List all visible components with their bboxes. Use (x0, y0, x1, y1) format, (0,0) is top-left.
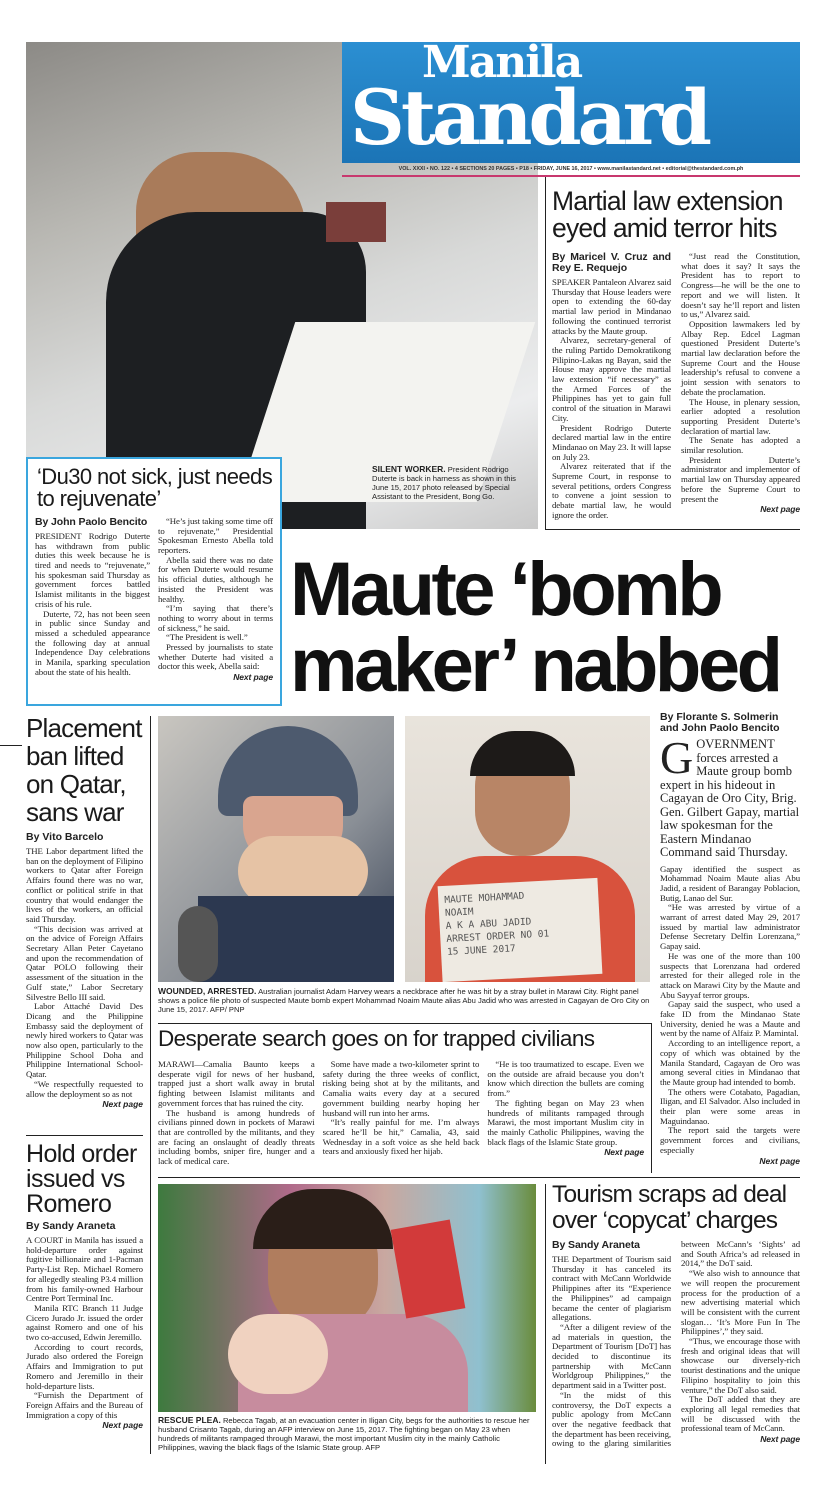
next-page-link[interactable]: Next page (102, 1099, 143, 1110)
paragraph: PRESIDENT Rodrigo Duterte has withdrawn from public duties this week because he is tired and needs to “rejuvenate,” his spokesman said Thursday as government forces battled Islamist militants in the biggest crisis of his rule. (35, 530, 150, 609)
paragraph: “In the midst of this controversy, the DoT expects a public apology from McCann over the negative feedback that the department has been receiving, owing to the glaring similarities between McCann’s ‘Sights’ ad and South Africa’s ad released in 2014,” the DoT said. (552, 1239, 800, 1449)
byline: By Florante S. Solmerin and John Paolo Bencito (660, 711, 780, 734)
byline: By John Paolo Bencito (35, 515, 148, 528)
lead-paragraph (660, 732, 800, 860)
placard-line: ARREST ORDER NO 01 (446, 928, 550, 945)
paragraph: Some have made a two-kilometer sprint to safety during the three weeks of conflict, risking being shot at by the militants, and Camalia waits every day at a secured government building nearby hoping her husband will run into her arms. (322, 1059, 480, 1118)
photo-caption (158, 987, 650, 1014)
placement-story (26, 832, 143, 1109)
paragraph: President Rodrigo Duterte declared martial law in the entire Mindanao on May 23. It will lapse on July 23. (552, 422, 671, 462)
paragraph: “Thus, we encourage those with fresh and original ideas that will showcase our diversely-rich tourist destinations and the unique Filipino hospitality to join this venture,” the DoT also said. (681, 1336, 800, 1395)
paragraph: “He’s just taking some time off to rejuvenate,” Presidential Spokesman Ernesto Abella told reporters. (158, 515, 273, 555)
next-page-link[interactable]: Next page (759, 1155, 800, 1166)
paragraph: “Just read the Constitution, what does it say? It says the President has to report to Congress—he will be the one to report and we will listen. It doesn’t say he’ll report and listen to us,” Alvarez said. (681, 251, 800, 320)
paragraph: Alvarez reiterated that if the Supreme Court, in response to several petitions, orders Congress to convene a joint session to debate martial law, he would ignore the order. (552, 461, 671, 520)
du30-story-box (26, 457, 282, 706)
placement-headline[interactable]: Placement ban lifted on Qatar, sans war (26, 713, 142, 827)
du30-headline[interactable]: ‘Du30 not sick, just needs to rejuvenate’ (37, 464, 273, 512)
holdorder-story (26, 1221, 143, 1430)
photo-caption (372, 465, 532, 501)
rescue-photo (158, 1184, 536, 1412)
divider (150, 716, 151, 1454)
divider (651, 1023, 652, 1173)
byline: By Vito Barcelo (26, 831, 104, 843)
tourism-headline[interactable]: Tourism scraps ad deal over ‘copycat’ charges (552, 1181, 787, 1234)
desperate-body (158, 1060, 644, 1167)
divider (158, 1023, 651, 1024)
caption-label: SILENT WORKER. (372, 464, 446, 474)
divider (158, 1177, 800, 1178)
paragraph: MARAWI—Camalia Baunto keeps a desperate vigil for news of her husband, trapped just a short walk away in brutal fighting between Islamist militants and government forces that has ruined the city. (158, 1059, 315, 1108)
main-headline[interactable] (290, 547, 805, 708)
placard-line: A K A ABU JADID (445, 916, 532, 932)
divider (26, 1135, 143, 1136)
masthead-standard: Standard (350, 73, 709, 162)
next-page-link[interactable]: Next page (233, 672, 273, 683)
caption-label: RESCUE PLEA. (158, 1415, 221, 1425)
paragraph: “After a diligent review of the ad materials in question, the Department of Tourism [DoT] has decided to discontinue its partnership with McCann Worldgroup Philippines,” the department said in a Twitter post. (552, 1321, 671, 1391)
paragraph: “I’m saying that there’s nothing to worry about in terms of sickness,” he said. (158, 603, 273, 633)
divider (545, 177, 546, 529)
main-headline-line2: maker’ nabbed (290, 623, 780, 708)
next-page-link[interactable]: Next page (760, 504, 800, 515)
paragraph: The report said the targets were government forces and civilians, especially (660, 1125, 800, 1155)
next-page-link[interactable]: Next page (102, 1420, 143, 1431)
byline: By Maricel V. Cruz and Rey E. Requejo (552, 251, 671, 274)
paragraph: The DoT added that they are exploring all legal remedies that will be discussed with the professional team of McCann. (681, 1394, 800, 1434)
paragraph: According to an intelligence report, a copy of which was obtained by the Manila Standard, Cagayan de Oro was among several cities in Mindanao that the Maute group had intended to bomb. (660, 1038, 800, 1087)
paragraph: “This decision was arrived at on the advice of Foreign Affairs Secretary Allan Peter Cayetano and upon the recommendation of Qatar POLO following their assessment of the situation in the Gulf state,” Labor Secretary Silvestre Bello III said. (26, 923, 143, 1002)
masthead-manila: Manila (422, 37, 582, 88)
paragraph: He was one of the more than 100 suspects that Lorenzana had ordered arrested for their alleged role in the attack on Marawi City by the Maute and Abu Sayyaf terror groups. (660, 950, 800, 1000)
paragraph: According to court records, Jurado also ordered the Foreign Affairs and Immigration to put Romero and Jeremillo in their hold-departure lists. (26, 1341, 143, 1391)
paragraph: President Duterte’s administrator and implementor of martial law on Thursday appeared before the Supreme Court to present the (681, 454, 800, 504)
paragraph: THE Department of Tourism said Thursday it has canceled its contract with McCann Worldwide Philippines after its “Experience the Philippines” ad campaign became the center of plagiarism allegations. (552, 1254, 671, 1323)
paragraph: The husband is among hundreds of civilians pinned down in pockets of Marawi that are controlled by the militants, and they are facing an onslaught of deadly threats including bombs, sniper fire, hunger and a lack of medical care. (158, 1107, 315, 1167)
masthead-rule (342, 175, 800, 177)
main-headline-line1: Maute ‘bomb (290, 547, 721, 632)
martial-headline[interactable]: Martial law extension eyed amid terror hits (552, 186, 783, 244)
desperate-headline[interactable]: Desperate search goes on for trapped civilians (158, 1026, 595, 1051)
paragraph: The Senate has adopted a similar resolution. (681, 435, 800, 456)
caption-text: President Rodrigo Duterte is back in harness as shown in this June 15, 2017 photo released by Special Assistant to the President, Bong Go. (372, 465, 516, 501)
paragraph: The fighting began on May 23 when hundreds of militants rampaged through Marawi, the most important Muslim city in the mainly Catholic Philippines, waving the black flags of the Islamic State group. (487, 1097, 644, 1147)
dateline: VOL. XXXI • NO. 122 • 4 SECTIONS 20 PAGES • P18 • FRIDAY, JUNE 16, 2017 • www.manilastandard.net • editorial@thestandard.com.ph (398, 166, 744, 172)
placement-body (26, 847, 143, 1099)
bombmaker-body (660, 865, 800, 1156)
next-page-link[interactable]: Next page (604, 1147, 644, 1158)
holdorder-headline[interactable]: Hold order issued vs Romero (26, 1140, 137, 1218)
paragraph: Manila RTC Branch 11 Judge Cicero Jurado Jr. issued the order against Romero and one of his two co-accused, Edwin Jeremillo. (26, 1302, 143, 1343)
paragraph: “He is too traumatized to escape. Even we on the outside are afraid because you don’t know which direction the bullets are coming from.” (487, 1059, 644, 1099)
paragraph: Opposition lawmakers led by Albay Rep. Edcel Lagman questioned President Duterte’s martial law declaration before the Supreme Court and the House leadership’s refusal to convene a joint session with senators to debate the proclamation. (681, 318, 800, 397)
placard-line: NOAIM (444, 906, 474, 919)
lead-text: OVERNMENT forces arrested a Maute group bomb expert in his hideout in Cagayan de Oro City, Brig. Gen. Gilbert Gapay, martial law spokesman for the Eastern Mindanao Command said Thursday. (660, 737, 800, 859)
paragraph: SPEAKER Pantaleon Alvarez said Thursday that House leaders were open to extending the 60-day martial law period in Mindanao following the continued terrorist attacks by the Maute group. (552, 277, 671, 336)
divider (545, 529, 800, 530)
paragraph: The others were Cotabato, Pagadian, Iligan, and El Salvador. Also included in their plan were some areas in Maguindanao. (660, 1086, 800, 1126)
placard-line: 15 JUNE 2017 (446, 943, 516, 958)
caption-text: Rebecca Tagab, at an evacuation center in Iligan City, begs for the authorities to rescue her husband Crisanto Tagab, during an AFP interview on June 15, 2017. The fighting began on May 23 when hundreds of militants rampaged through Marawi, the most important Muslim city in the mainly Catholic Philippines, waving the black flags of the Islamic State group. AFP (158, 1416, 530, 1452)
paragraph: Abella said there was no date for when Duterte would resume his official duties, although he insisted the President was healthy. (158, 554, 273, 604)
paragraph: Duterte, 72, has not been seen in public since Sunday and missed a scheduled appearance the following day at annual Independence Day celebrations in Manila, sparking speculation about the state of his health. (35, 608, 150, 677)
paragraph: “Furnish the Department of Foreign Affairs and the Bureau of Immigration a copy of this (26, 1390, 143, 1420)
paragraph: Gapay said the suspect, who used a fake ID from the Mindanao State University, denied he was a Maute and went by the name of Alfaiz P. Mamintal. (660, 999, 800, 1039)
paragraph: “It’s really painful for me. I’m always scared he’ll be hit,” Camalia, 43, said Wednesday in a soft voice as she held back tears and anxiously fixed her hijab. (322, 1117, 480, 1157)
tourism-body (552, 1240, 800, 1449)
paragraph: “He was arrested by virtue of a warrant of arrest dated May 29, 2017 issued by martial law administrator Defense Secretary Delfin Lorenzana,” Gapay said. (660, 902, 800, 952)
paragraph: “We also wish to announce that we will reopen the procurement process for the production of a new advertising material which will be consistent with the current slogan… ‘It’s More Fun In The Philippines’,” they said. (681, 1268, 800, 1337)
paragraph: Gapay identified the suspect as Mohammad Noaim Maute alias Abu Jadid, a resident of Barangay Poblacion, Butig, Lanao del Sur. (660, 863, 800, 903)
journalist-photo (158, 716, 394, 982)
martial-body (552, 252, 800, 521)
divider (545, 1184, 546, 1464)
paragraph: “The President is well.” (166, 632, 248, 643)
byline: By Sandy Araneta (552, 1239, 640, 1251)
placard (438, 878, 603, 982)
paragraph: Alvarez, secretary-general of the ruling Partido Demokratikong Pilipino-Lakas ng Bayan, said the House may approve the martial law extension “if necessary” as the Armed Forces of the Philippines has yet to gain full control of the situation in Marawi City. (552, 335, 671, 423)
drop-cap: G (660, 732, 694, 783)
paragraph: THE Labor department lifted the ban on the deployment of Filipino workers to Qatar after Foreign Affairs found there was no war, conflict or political strife in that country that would endanger the lives of the workers, an official said Thursday. (26, 846, 143, 924)
paragraph: Labor Attaché David Des Dicang and the Philippine Embassy said the deployment of newly hired workers to Qatar was now also open, particularly to the Philippine School Doha and Philippine International School-Qatar. (26, 1001, 143, 1080)
suspect-photo (405, 716, 650, 982)
paragraph: A COURT in Manila has issued a hold-departure order against fugitive billionaire and 1-Pacman Party-List Rep. Michael Romero for allegedly stealing P3.4 million from his family-owned Harbour Centre Port Terminal Inc. (26, 1235, 143, 1304)
caption-label: WOUNDED, ARRESTED. (158, 986, 257, 996)
paragraph: “We respectfully requested to allow the deployment so as not (26, 1078, 143, 1099)
du30-body (35, 517, 273, 682)
photo-caption (158, 1416, 538, 1452)
masthead[interactable] (342, 37, 800, 163)
holdorder-body (26, 1236, 143, 1420)
caption-text: Australian journalist Adam Harvey wears a neckbrace after he was hit by a stray bullet in Marawi City. Right panel shows a police file photo of suspected Maute bomb expert Mohammad Noaim Maute alias Abu Jadid who was arrested in Cagayan de Oro City on June 15, 2017. AFP/ PNP (158, 987, 650, 1014)
placard-line: MAUTE MOHAMMAD (444, 890, 525, 906)
byline: By Sandy Araneta (26, 1220, 116, 1232)
next-page-link[interactable]: Next page (760, 1434, 800, 1445)
divider (0, 745, 22, 746)
paragraph: The House, in plenary session, earlier adopted a resolution supporting President Duterte’s declaration of martial law. (681, 396, 800, 436)
bombmaker-story (660, 712, 800, 1166)
paragraph: Pressed by journalists to state whether Duterte had visited a doctor this week, Abella said: (158, 642, 273, 672)
